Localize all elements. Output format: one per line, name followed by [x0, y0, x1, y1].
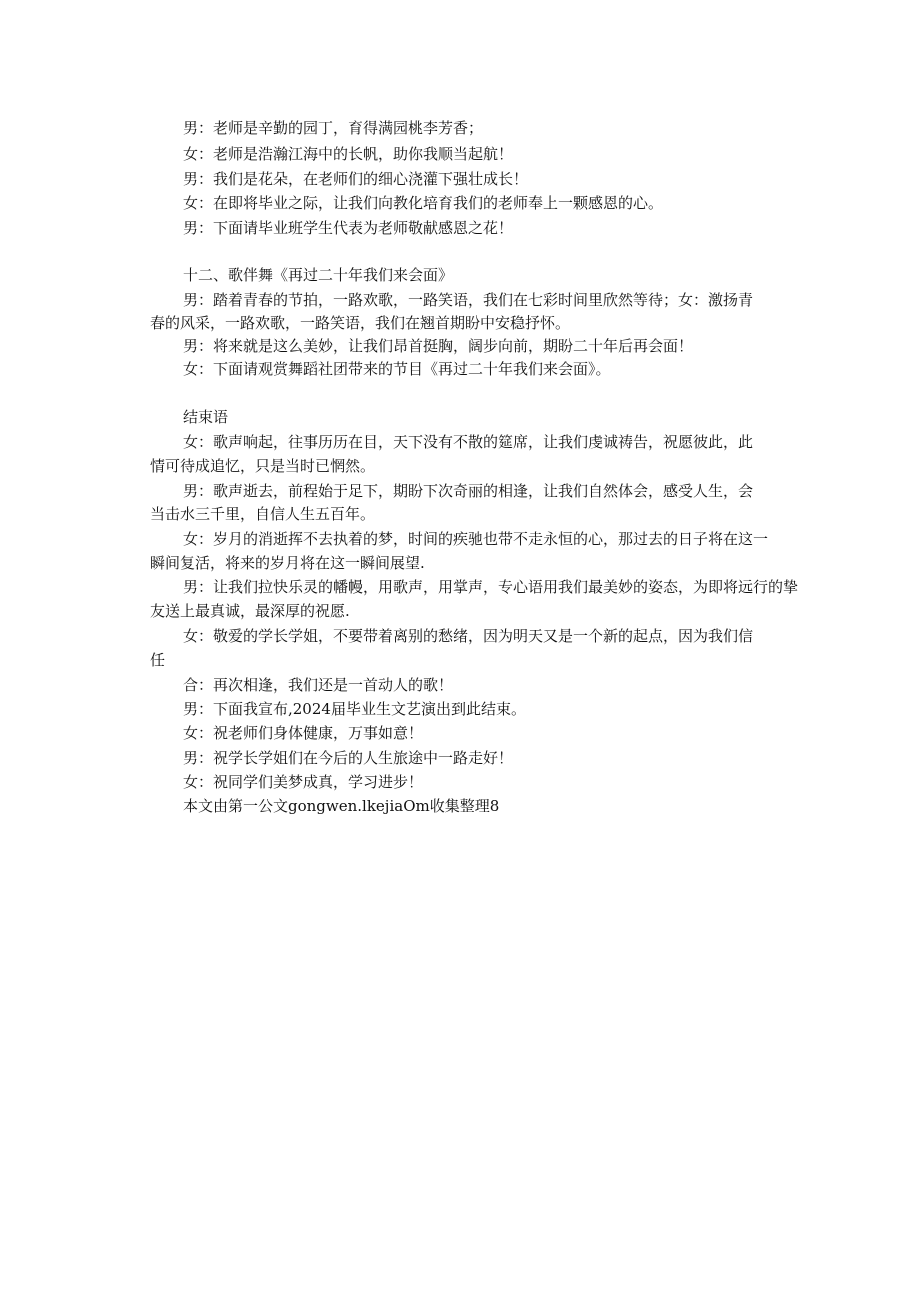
- dialogue-line: 男：将来就是这么美妙，让我们昂首挺胸，阔步向前，期盼二十年后再会面！: [183, 337, 694, 355]
- dialogue-line-continuation: 当击水三千里，自信人生五百年。: [150, 505, 376, 523]
- source-note: 本文由第一公文gongwen.lkejiaOm收集整理8: [183, 797, 500, 815]
- dialogue-line-continuation: 友送上最真诚，最深厚的祝愿.: [150, 602, 350, 620]
- dialogue-line-continuation: 任: [150, 651, 166, 669]
- dialogue-line: 女：歌声响起，往事历历在目，天下没有不散的筵席，让我们虔诚祷告，祝愿彼此，此: [183, 433, 754, 451]
- dialogue-line: 男：踏着青春的节拍，一路欢歌，一路笑语，我们在七彩时间里欣然等待；女：激扬青: [183, 291, 754, 309]
- dialogue-line: 男：老师是辛勤的园丁，育得满园桃李芳香；: [183, 119, 484, 137]
- dialogue-line: 男：下面我宣布,2024届毕业生文艺演出到此结束。: [183, 700, 526, 718]
- dialogue-line: 女：下面请观赏舞蹈社团带来的节目《再过二十年我们来会面》。: [183, 360, 611, 378]
- dialogue-line: 女：岁月的消逝挥不去执着的梦，时间的疾驰也带不走永恒的心，那过去的日子将在这一: [183, 530, 769, 548]
- dialogue-line: 女：敬爱的学长学姐，不要带着离别的愁绪，因为明天又是一个新的起点，因为我们信: [183, 627, 754, 645]
- dialogue-line: 男：歌声逝去，前程始于足下，期盼下次奇丽的相逢，让我们自然体会，感受人生，会: [183, 482, 754, 500]
- dialogue-line-continuation: 情可待成追忆，只是当时已惘然。: [150, 457, 376, 475]
- dialogue-line: 男：下面请毕业班学生代表为老师敬献感恩之花！: [183, 219, 514, 237]
- dialogue-line: 男：我们是花朵，在老师们的细心浇灌下强壮成长！: [183, 170, 529, 188]
- dialogue-line: 男：祝学长学姐们在今后的人生旅途中一路走好！: [183, 749, 514, 767]
- dialogue-line: 合：再次相逢，我们还是一首动人的歌！: [183, 676, 454, 694]
- dialogue-line: 女：在即将毕业之际，让我们向教化培育我们的老师奉上一颗感恩的心。: [183, 194, 664, 212]
- dialogue-line: 女：祝老师们身体健康，万事如意！: [183, 724, 424, 742]
- dialogue-line-continuation: 瞬间复活，将来的岁月将在这一瞬间展望.: [150, 554, 425, 572]
- section-heading: 十二、歌伴舞《再过二十年我们来会面》: [183, 266, 454, 284]
- dialogue-line-continuation: 春的风采，一路欢歌，一路笑语，我们在翘首期盼中安稳抒怀。: [150, 314, 571, 332]
- dialogue-line: 女：祝同学们美梦成真，学习进步！: [183, 773, 424, 791]
- dialogue-line: 男：让我们拉快乐灵的幡幔，用歌声，用掌声，专心语用我们最美妙的姿态，为即将远行的挚: [183, 578, 799, 596]
- section-heading: 结束语: [183, 408, 229, 426]
- dialogue-line: 女：老师是浩瀚江海中的长帆，助你我顺当起航！: [183, 145, 514, 163]
